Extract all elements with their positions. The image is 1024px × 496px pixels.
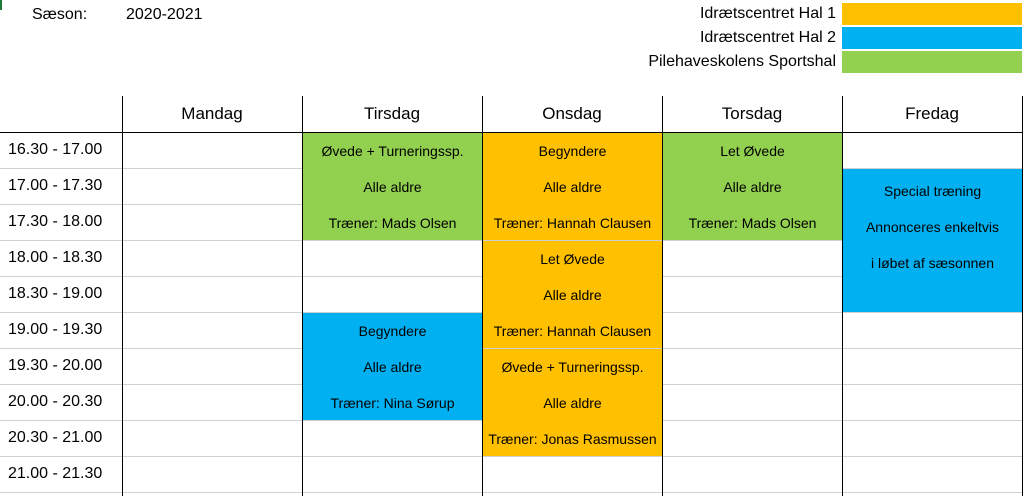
time-slot-label: 16.30 - 17.00 [8, 141, 103, 158]
session-line: Træner: Hannah Clausen [493, 323, 652, 339]
session-block [483, 241, 662, 348]
column-line [842, 96, 843, 496]
season-value: 2020-2021 [126, 6, 203, 23]
time-slot-label: 20.00 - 20.30 [8, 393, 103, 410]
day-header-tirsdag: Tirsdag [363, 104, 421, 123]
column-line [662, 96, 663, 496]
session-block [663, 133, 842, 240]
session-line: Special træning [883, 183, 982, 199]
day-header-onsdag: Onsdag [542, 104, 602, 123]
legend-swatch-2 [842, 27, 1022, 49]
session-line: Træner: Nina Sørup [330, 395, 455, 411]
session-block [843, 169, 1022, 312]
session-line: Annonceres enkeltvis [865, 219, 1000, 235]
session-line: i løbet af sæsonnen [871, 255, 994, 271]
column-line [1022, 96, 1023, 496]
time-slot-label: 18.00 - 18.30 [8, 249, 103, 266]
day-header-torsdag: Torsdag [721, 104, 783, 123]
session-block [483, 349, 662, 456]
session-block [303, 313, 482, 420]
session-line: Alle aldre [363, 179, 422, 195]
session-line: Træner: Mads Olsen [328, 215, 457, 231]
session-line: Alle aldre [543, 287, 602, 303]
row-line [0, 492, 1022, 493]
session-line: Begyndere [358, 323, 427, 339]
session-block [303, 133, 482, 240]
day-header-mandag: Mandag [181, 104, 243, 123]
session-line: Træner: Hannah Clausen [493, 215, 652, 231]
session-line: Alle aldre [363, 359, 422, 375]
column-line [122, 96, 123, 496]
legend-swatch-1 [842, 3, 1022, 25]
session-line: Alle aldre [543, 179, 602, 195]
time-slot-label: 19.00 - 19.30 [8, 321, 103, 338]
legend-swatch-3 [842, 51, 1022, 73]
session-block [483, 133, 662, 240]
legend-label-3: Pilehaveskolens Sportshal [648, 53, 836, 70]
session-line: Øvede + Turneringssp. [321, 143, 464, 159]
session-line: Begyndere [538, 143, 607, 159]
session-line: Træner: Jonas Rasmussen [488, 431, 657, 447]
legend-label-2: Idrætscentret Hal 2 [699, 29, 836, 46]
session-line: Øvede + Turneringssp. [501, 359, 644, 375]
corner-marker [0, 0, 2, 10]
time-slot-label: 17.30 - 18.00 [8, 213, 103, 230]
session-line: Alle aldre [543, 395, 602, 411]
session-line: Træner: Mads Olsen [688, 215, 817, 231]
session-line: Let Øvede [720, 143, 785, 159]
time-slot-label: 20.30 - 21.00 [8, 429, 103, 446]
day-header-fredag: Fredag [905, 104, 959, 123]
season-label: Sæson: [32, 6, 88, 23]
column-line [482, 96, 483, 496]
time-slot-label: 17.00 - 17.30 [8, 177, 103, 194]
time-slot-label: 18.30 - 19.00 [8, 285, 103, 302]
session-line: Alle aldre [723, 179, 782, 195]
column-line [302, 96, 303, 496]
time-slot-label: 21.00 - 21.30 [8, 465, 103, 482]
legend-label-1: Idrætscentret Hal 1 [699, 5, 836, 22]
time-slot-label: 19.30 - 20.00 [8, 357, 103, 374]
session-line: Let Øvede [540, 251, 605, 267]
